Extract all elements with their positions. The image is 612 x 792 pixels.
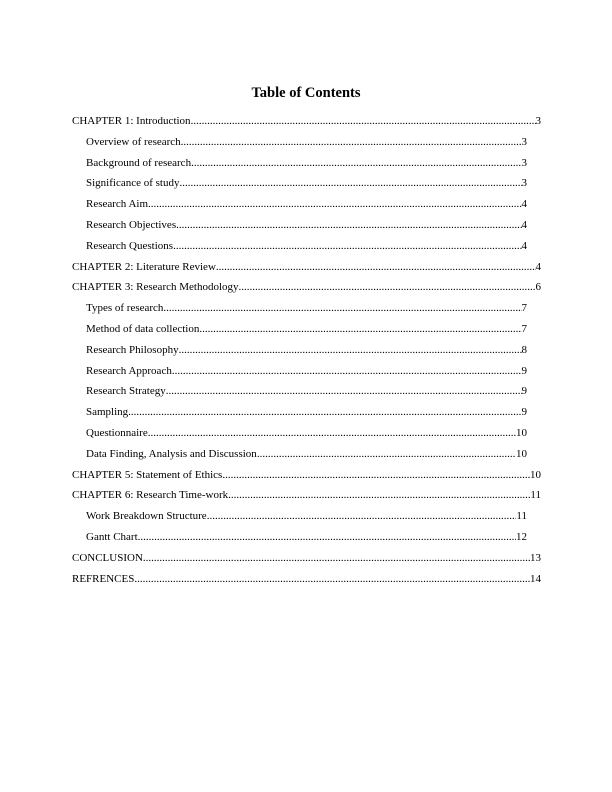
toc-entry-label: Work Breakdown Structure bbox=[86, 510, 207, 523]
toc-entry-label: Gantt Chart bbox=[86, 531, 138, 543]
toc-chapter-entry[interactable] bbox=[72, 468, 541, 482]
toc-dot-leader bbox=[176, 218, 521, 232]
toc-section-entry[interactable] bbox=[86, 509, 527, 523]
toc-section-entry[interactable] bbox=[86, 218, 527, 232]
toc-page-number: 10 bbox=[516, 447, 527, 460]
toc-dot-leader bbox=[163, 301, 521, 315]
toc-chapter-entry[interactable] bbox=[72, 260, 541, 274]
toc-chapter-entry[interactable] bbox=[72, 280, 541, 294]
toc-entry-label: Research Strategy bbox=[86, 385, 166, 398]
toc-entry-label: Research Questions bbox=[86, 239, 174, 252]
toc-entry-label: CHAPTER 2: Literature Review bbox=[72, 260, 216, 273]
toc-page-number: 9 bbox=[521, 385, 527, 398]
toc-page-number: 4 bbox=[521, 219, 527, 231]
toc-page-number: 9 bbox=[521, 406, 527, 419]
toc-page-number: 11 bbox=[516, 510, 527, 523]
toc-entry-label: CHAPTER 5: Statement of Ethics bbox=[72, 468, 223, 481]
toc-entry-label: Significance of study bbox=[86, 177, 180, 190]
toc-section-entry[interactable] bbox=[86, 343, 527, 357]
toc-entry-label: Questionnaire bbox=[86, 427, 148, 439]
toc-dot-leader bbox=[166, 384, 522, 398]
toc-dot-leader bbox=[134, 572, 530, 586]
toc-dot-leader bbox=[239, 280, 536, 294]
toc-dot-leader bbox=[216, 260, 536, 274]
toc-dot-leader bbox=[148, 197, 521, 211]
toc-dot-leader bbox=[179, 176, 521, 190]
toc-entry-label: CONCLUSION bbox=[72, 551, 143, 564]
toc-page-number: 14 bbox=[530, 572, 541, 585]
toc-page-number: 9 bbox=[521, 364, 527, 377]
toc-entry-label: Data Finding, Analysis and Discussion bbox=[86, 447, 257, 460]
toc-section-entry[interactable] bbox=[86, 384, 527, 398]
toc-dot-leader bbox=[179, 343, 522, 357]
toc-section-entry[interactable] bbox=[86, 176, 527, 190]
toc-section-entry[interactable] bbox=[86, 156, 527, 170]
toc-dot-leader bbox=[172, 364, 522, 378]
toc-page-number: 7 bbox=[521, 302, 527, 315]
toc-entry-label: Types of research bbox=[86, 302, 164, 315]
toc-page-number: 3 bbox=[521, 135, 527, 148]
toc-chapter-entry[interactable] bbox=[72, 572, 541, 586]
toc-entry-label: CHAPTER 3: Research Methodology bbox=[72, 281, 239, 294]
toc-page-number: 7 bbox=[521, 323, 527, 335]
toc-page-number: 13 bbox=[530, 551, 541, 564]
toc-entry-label: Research Objectives bbox=[86, 219, 177, 231]
toc-entry-label: Research Approach bbox=[86, 364, 172, 377]
toc-dot-leader bbox=[228, 488, 530, 502]
toc-section-entry[interactable] bbox=[86, 301, 527, 315]
toc-entry-label: Background of research bbox=[86, 156, 192, 169]
toc-dot-leader bbox=[173, 239, 521, 253]
toc-section-entry[interactable] bbox=[86, 135, 527, 149]
toc-chapter-entry[interactable] bbox=[72, 114, 541, 128]
toc-page-number: 4 bbox=[521, 239, 527, 252]
toc-entry-label: CHAPTER 6: Research Time-work bbox=[72, 489, 229, 502]
toc-section-entry[interactable] bbox=[86, 322, 527, 336]
toc-dot-leader bbox=[222, 468, 530, 482]
toc-dot-leader bbox=[143, 551, 530, 565]
toc-page-number: 12 bbox=[516, 531, 527, 543]
toc-entry-label: CHAPTER 1: Introduction bbox=[72, 115, 191, 127]
toc-dot-leader bbox=[199, 322, 521, 336]
toc-page-number: 10 bbox=[516, 427, 527, 439]
toc-page-number: 11 bbox=[530, 489, 541, 502]
toc-page-number: 4 bbox=[535, 260, 541, 273]
toc-dot-leader bbox=[207, 509, 517, 523]
toc-page-number: 8 bbox=[521, 343, 527, 356]
toc-entry-label: Overview of research bbox=[86, 135, 181, 148]
toc-entry-label: Sampling bbox=[86, 406, 129, 419]
toc-dot-leader bbox=[148, 426, 516, 440]
toc-page-number: 3 bbox=[521, 177, 527, 190]
toc-entry-label: REFRENCES bbox=[72, 572, 135, 585]
toc-entry-label: Research Aim bbox=[86, 198, 149, 211]
toc-page-number: 6 bbox=[535, 281, 541, 294]
toc-chapter-entry[interactable] bbox=[72, 551, 541, 565]
toc-section-entry[interactable] bbox=[86, 426, 527, 440]
toc-chapter-entry[interactable] bbox=[72, 488, 541, 502]
toc-dot-leader bbox=[257, 447, 516, 461]
toc-section-entry[interactable] bbox=[86, 364, 527, 378]
toc-section-entry[interactable] bbox=[86, 405, 527, 419]
toc-title: Table of Contents bbox=[251, 85, 361, 101]
toc-page-number: 3 bbox=[535, 115, 541, 127]
toc-section-entry[interactable] bbox=[86, 447, 527, 461]
toc-dot-leader bbox=[181, 135, 522, 149]
toc-dot-leader bbox=[128, 405, 521, 419]
toc-dot-leader bbox=[138, 530, 516, 544]
toc-page-number: 10 bbox=[530, 468, 541, 481]
toc-entry-label: Research Philosophy bbox=[86, 343, 179, 356]
toc-dot-leader bbox=[191, 114, 536, 128]
toc-entry-label: Method of data collection bbox=[86, 323, 200, 335]
toc-page-number: 4 bbox=[521, 198, 527, 211]
toc-dot-leader bbox=[191, 156, 521, 170]
toc-section-entry[interactable] bbox=[86, 239, 527, 253]
toc-section-entry[interactable] bbox=[86, 530, 527, 544]
toc-section-entry[interactable] bbox=[86, 197, 527, 211]
toc-page-number: 3 bbox=[521, 156, 527, 169]
